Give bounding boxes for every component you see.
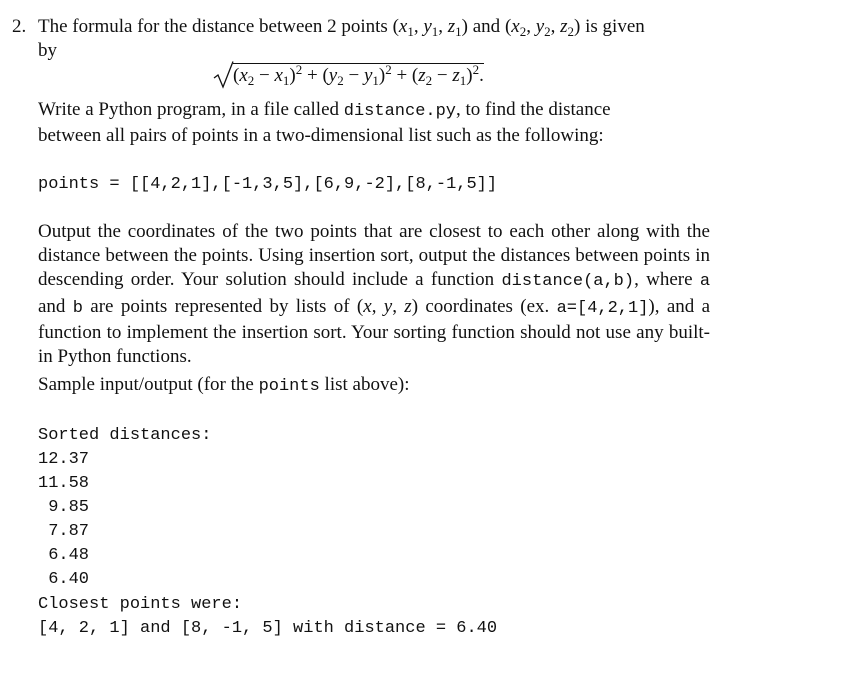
intro-line bbox=[38, 16, 645, 38]
sample-text-2: list above): bbox=[324, 374, 410, 395]
problem-number: 2. bbox=[12, 16, 27, 37]
distance-row: 7.87 bbox=[38, 522, 90, 541]
closest-header: Closest points were: bbox=[38, 595, 243, 614]
output-text-1: Output the coordinates of the two points that are closest to each other along with the distance between the points. Using insertion sort, output the distances between points in descending order. Your solution should include a function bbox=[38, 221, 710, 291]
sample-line bbox=[38, 374, 410, 396]
intro-text-3: by bbox=[38, 40, 57, 61]
and-word: and bbox=[472, 16, 501, 37]
distance-row: 6.40 bbox=[38, 570, 90, 589]
output-paragraph bbox=[38, 220, 710, 369]
output-text-2: , where bbox=[634, 269, 693, 291]
task-text-2: , to find the distance bbox=[456, 99, 611, 120]
output-text-4: are points represented by lists of bbox=[90, 295, 350, 317]
distance-row: 11.58 bbox=[38, 474, 90, 493]
filename: distance.py bbox=[343, 102, 456, 121]
point2-math: ($x_2$, $y_2$, $z_2$) bbox=[504, 16, 581, 39]
distance-row: 6.48 bbox=[38, 546, 90, 565]
output-text-3: and bbox=[38, 295, 66, 317]
example-point: a=[4,2,1] bbox=[556, 298, 649, 318]
output-text-5: coordinates (ex. bbox=[425, 295, 550, 317]
point1-math: ($x_1$, $y_1$, $z_1$) bbox=[392, 16, 468, 39]
intro-text-1: The formula for the distance between 2 points bbox=[38, 16, 388, 37]
task-text-3: between all pairs of points in a two-dimensional list such as the following: bbox=[38, 125, 604, 147]
sample-text-1: Sample input/output (for the bbox=[38, 374, 254, 395]
var-a: a bbox=[699, 272, 711, 292]
distance-row: 12.37 bbox=[38, 450, 90, 469]
sorted-header: Sorted distances: bbox=[38, 426, 212, 445]
output-text-6: ), and a function to implement the insertion sort. Your sorting function should not use any built-in Python functions. bbox=[38, 295, 711, 368]
task-paragraph bbox=[38, 98, 710, 148]
formula-radicand: $(x_2 - x_1)^2 + (y_2 - y_1)^2 + (z_2 - z_1)^2$. bbox=[233, 62, 484, 88]
xyz-math: (x, y, z) bbox=[356, 295, 419, 317]
points-word: points bbox=[258, 377, 320, 396]
points-code: points = [[4,2,1],[-1,3,5],[6,9,-2],[8,-1,5]] bbox=[38, 175, 498, 194]
closest-line: [4, 2, 1] and [8, -1, 5] with distance = 6.40 bbox=[38, 619, 498, 638]
func-signature: distance(a,b) bbox=[501, 272, 635, 292]
task-text-1: Write a Python program, in a file called bbox=[38, 99, 340, 120]
intro-text-2: is given bbox=[585, 16, 645, 37]
var-b: b bbox=[72, 298, 83, 318]
distance-row: 9.85 bbox=[38, 498, 90, 517]
